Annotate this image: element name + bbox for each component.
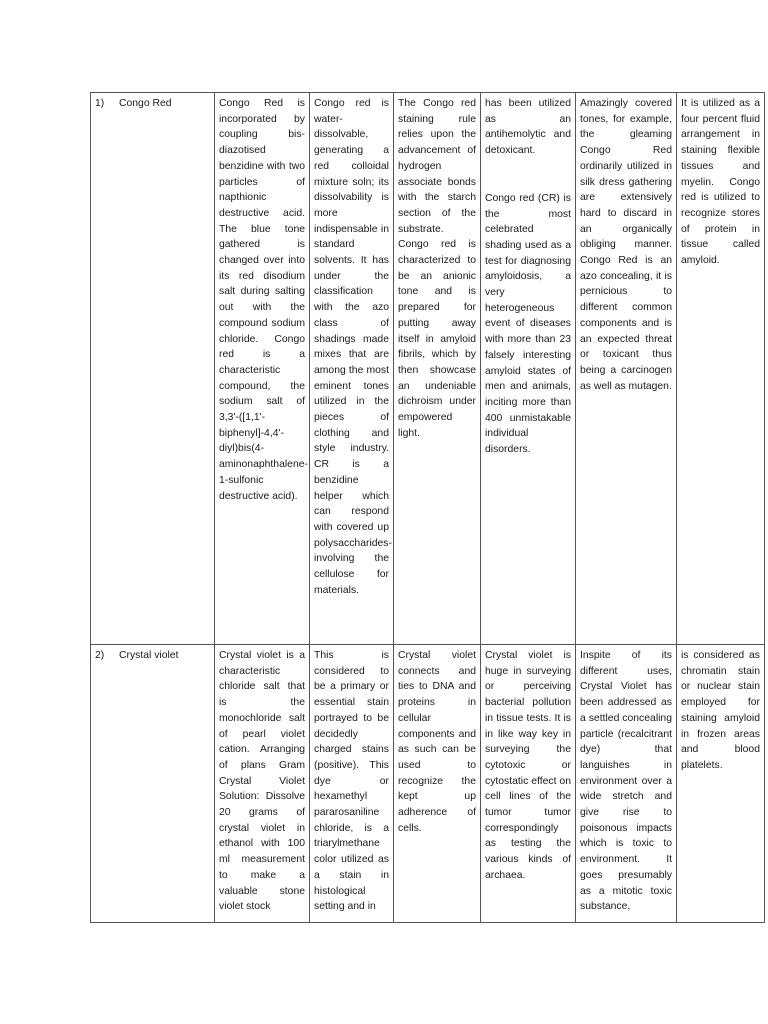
row-number: 1) [95,98,105,109]
table-cell: Congo red is water-dissolvable, generating a red colloidal mixture soln; its dissolvability is more indispensable in standard solvents. It has under the classification with the azo class of shadings made mixes that are among the most eminent tones utilized in the pieces of clothing and style industry. CR is a benzidine helper which can respond with covered up polysaccharides-involving the cellulose for materials. [310,93,394,645]
table-row [91,645,765,923]
dye-name: Crystal violet [119,650,179,661]
table-cell: Crystal violet is huge in surveying or perceiving bacterial pollution in tissue tests. It is in like way key in surveying the cytotoxic or cytostatic effect on cell lines of the tumor tumor correspondingly as testing the various kinds of archaea. [481,645,576,923]
dye-name-cell [91,645,215,923]
dye-name-cell [91,93,215,645]
table-cell: The Congo red staining rule relies upon the advancement of hydrogen associate bonds with the starch section of the substrate. Congo red is characterized to be an anionic tone and is prepared for putting away itself in amyloid fibrils, which by then showcase an undeniable dichroism under empowered light. [394,93,481,645]
table-cell: It is utilized as a four percent fluid arrangement in staining flexible tissues and myelin. Congo red is utilized to recognize stores of protein in tissue called amyloid. [677,93,765,645]
paragraph: Congo red (CR) is the most celebrated shading used as a test for diagnosing amyloidosis, a very heterogeneous event of diseases with more than 23 falsely interesting amyloid states of men and animals, inciting more than 400 unmistakable individual disorders. [485,192,571,456]
dye-name: Congo Red [119,98,172,109]
table-cell [481,93,576,645]
table-cell: Crystal violet is a characteristic chloride salt that is the monochloride salt of pearl violet cation. Arranging of plans Gram Crystal Violet Solution: Dissolve 20 grams of crystal violet in ethanol with 100 ml measurement to make a valuable stone violet stock [215,645,310,923]
table-row [91,93,765,645]
table-cell: This is considered to be a primary or essential stain portrayed to be decidedly charged stains (positive). This dye or hexamethyl pararosaniline chloride, is a triarylmethane color utilized as a stain in histological setting and in [310,645,394,923]
table-cell: is considered as chromatin stain or nuclear stain employed for staining amyloid in frozen areas and blood platelets. [677,645,765,923]
table-cell: Inspite of its different uses, Crystal Violet has been addressed as a settled concealing particle (recalcitrant dye) that languishes in environment over a wide stretch and give rise to poisonous impacts which is toxic to environment. It goes presumably as a mitotic toxic substance, [576,645,677,923]
row-number: 2) [95,650,105,661]
table-cell: Crystal violet connects and ties to DNA and proteins in cellular components and as such can be used to recognize the kept up adherence of cells. [394,645,481,923]
dye-comparison-table [90,92,765,923]
table-cell: Congo Red is incorporated by coupling bis-diazotised benzidine with two particles of napthionic destructive acid. The blue tone gathered is changed over into its red disodium salt during salting out with the compound sodium chloride. Congo red is a characteristic compound, the sodium salt of 3,3'-([1,1'-biphenyl]-4,4'-diyl)bis(4-aminonaphthalene-1-sulfonic destructive acid). [215,93,310,645]
paragraph: has been utilized as an antihemolytic and detoxicant. [485,98,571,157]
table-cell: Amazingly covered tones, for example, the gleaming Congo Red ordinarily utilized in silk dress gathering are extensively hard to discard in an organically obliging manner. Congo Red is an azo concealing, it is pernicious to different common components and is an expected threat or toxicant thus being a carcinogen as well as mutagen. [576,93,677,645]
